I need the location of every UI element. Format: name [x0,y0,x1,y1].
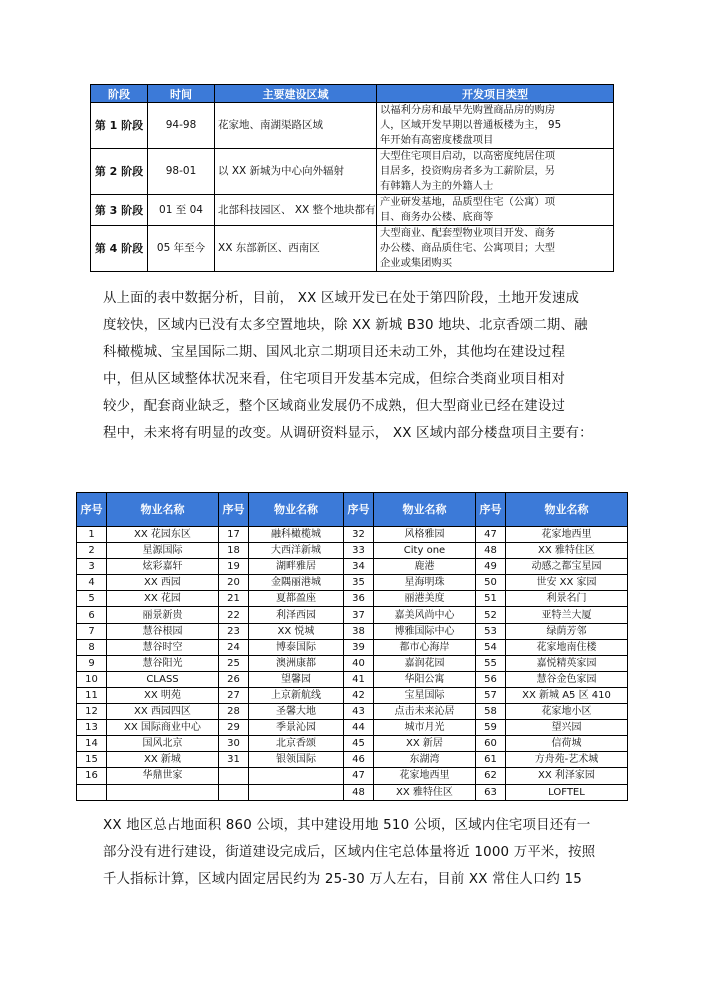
property-name-cell: 风格雅园 [374,527,476,543]
property-name-cell: 点击未来沁居 [374,704,476,720]
header-property-name: 物业名称 [374,493,476,527]
type-line: 目居多，投资购房者多为工薪阶层，另 [380,165,556,177]
index-cell: 23 [219,623,249,639]
development-stage-table [90,84,614,272]
stage-cell: 第 2 阶段 [91,149,148,195]
table-row [91,149,614,195]
area-summary-paragraph [103,812,595,893]
table-row [77,639,628,655]
header-property-name: 物业名称 [506,493,628,527]
property-name-cell: 望馨园 [249,671,344,687]
table-row [77,687,628,703]
index-cell: 30 [219,736,249,752]
type-cell [377,103,614,149]
index-cell: 52 [476,607,506,623]
index-cell: 42 [344,687,374,703]
property-name-cell: 慧谷阳光 [107,655,219,671]
time-cell: 05 年至今 [148,226,215,272]
header-type: 开发项目类型 [377,85,614,103]
table-row [77,671,628,687]
index-cell: 48 [344,784,374,800]
stage-cell: 第 1 阶段 [91,103,148,149]
property-name-cell: 方舟苑-艺术城 [506,752,628,768]
stage-cell: 第 3 阶段 [91,195,148,226]
time-cell: 94-98 [148,103,215,149]
text-line: XX 地区总占地面积 860 公顷，其中建设用地 510 公顷，区域内住宅项目还有一 [103,818,591,833]
index-cell: 33 [344,543,374,559]
property-name-cell: 亚特兰大厦 [506,607,628,623]
table-row [77,784,628,800]
index-cell: 27 [219,687,249,703]
property-name-cell: 季景沁园 [249,720,344,736]
index-cell: 63 [476,784,506,800]
index-cell: 59 [476,720,506,736]
area-cell: 花家地、南湖渠路区域 [215,103,377,149]
property-name-cell: XX 雅特住区 [506,543,628,559]
area-cell: XX 东部新区、西南区 [215,226,377,272]
property-name-cell: 东湖湾 [374,752,476,768]
index-cell: 51 [476,591,506,607]
text-line: 科橄榄城、宝星国际二期、国风北京二期项目还未动工外，其他均在建设过程 [103,345,566,360]
header-property-name: 物业名称 [249,493,344,527]
type-cell [377,149,614,195]
property-name-cell: 嘉美风尚中心 [374,607,476,623]
property-name-cell: XX 国际商业中心 [107,720,219,736]
index-cell: 48 [476,543,506,559]
area-cell: 北部科技园区、 XX 整个地块都有 [215,195,377,226]
property-name-cell: 花家地西里 [506,527,628,543]
index-cell: 6 [77,607,107,623]
property-name-cell: 圣馨大地 [249,704,344,720]
property-name-cell: 慧谷金色家园 [506,671,628,687]
type-line: 年开始有高密度楼盘项目 [380,134,494,146]
table-row [77,623,628,639]
header-index: 序号 [77,493,107,527]
index-cell: 61 [476,752,506,768]
property-name-cell: 北京香颂 [249,736,344,752]
index-cell: 8 [77,639,107,655]
index-cell: 16 [77,768,107,784]
header-property-name: 物业名称 [107,493,219,527]
index-cell: 47 [476,527,506,543]
index-cell: 36 [344,591,374,607]
area-cell: 以 XX 新城为中心向外辐射 [215,149,377,195]
index-cell: 18 [219,543,249,559]
property-name-cell: 丽景新贵 [107,607,219,623]
header-area: 主要建设区域 [215,85,377,103]
index-cell: 7 [77,623,107,639]
index-cell: 5 [77,591,107,607]
property-name-cell: 华阳公寓 [374,671,476,687]
property-name-cell: 夏都盈座 [249,591,344,607]
property-name-cell: XX 明苑 [107,687,219,703]
index-cell: 14 [77,736,107,752]
property-name-cell: 动感之都宝星园 [506,559,628,575]
table-row [91,103,614,149]
property-name-cell: 嘉悦精英家园 [506,655,628,671]
type-line: 办公楼、商品质住宅、公寓项目；大型 [380,242,556,254]
text-line: 从上面的表中数据分析，目前， XX 区域开发已在处于第四阶段，土地开发速成 [103,291,580,306]
property-name-cell: 花家地南住楼 [506,639,628,655]
header-index: 序号 [476,493,506,527]
index-cell [219,768,249,784]
index-cell: 46 [344,752,374,768]
index-cell: 29 [219,720,249,736]
property-name-cell [107,784,219,800]
property-name-cell: 慧谷时空 [107,639,219,655]
property-name-cell: 湖畔雅居 [249,559,344,575]
index-cell: 20 [219,575,249,591]
property-name-cell: 澳洲康都 [249,655,344,671]
property-name-cell: 花家地小区 [506,704,628,720]
property-name-cell: LOFTEL [506,784,628,800]
property-name-cell: 国风北京 [107,736,219,752]
property-name-cell: XX 新城 [107,752,219,768]
stage-cell: 第 4 阶段 [91,226,148,272]
index-cell: 54 [476,639,506,655]
type-cell [377,195,614,226]
index-cell: 13 [77,720,107,736]
index-cell: 49 [476,559,506,575]
index-cell: 38 [344,623,374,639]
index-cell: 50 [476,575,506,591]
index-cell: 60 [476,736,506,752]
index-cell: 17 [219,527,249,543]
type-cell [377,226,614,272]
header-index: 序号 [344,493,374,527]
index-cell: 9 [77,655,107,671]
index-cell: 55 [476,655,506,671]
index-cell: 57 [476,687,506,703]
index-cell: 44 [344,720,374,736]
property-name-cell [249,768,344,784]
index-cell: 3 [77,559,107,575]
index-cell: 56 [476,671,506,687]
index-cell: 40 [344,655,374,671]
index-cell: 12 [77,704,107,720]
property-name-cell: 博雅国际中心 [374,623,476,639]
index-cell: 45 [344,736,374,752]
property-name-cell: 嘉润花园 [374,655,476,671]
property-name-cell: 星源国际 [107,543,219,559]
table-row [77,704,628,720]
text-line: 较少，配套商业缺乏，整个区域商业发展仍不成熟，但大型商业已经在建设过 [103,399,566,414]
index-cell: 2 [77,543,107,559]
property-name-cell: XX 新居 [374,736,476,752]
table-row [91,195,614,226]
index-cell: 1 [77,527,107,543]
index-cell: 37 [344,607,374,623]
table-header-row [91,85,614,103]
index-cell: 24 [219,639,249,655]
table-row [77,527,628,543]
index-cell: 34 [344,559,374,575]
index-cell [219,784,249,800]
table-row [77,752,628,768]
property-name-cell: 上京新航线 [249,687,344,703]
table-row [77,655,628,671]
property-name-cell: XX 悦城 [249,623,344,639]
property-name-cell: 鹿港 [374,559,476,575]
property-name-cell: 利景名门 [506,591,628,607]
property-name-cell: 丽港美度 [374,591,476,607]
index-cell: 53 [476,623,506,639]
property-name-cell: 银领国际 [249,752,344,768]
property-name-cell: 都市心海岸 [374,639,476,655]
property-name-cell: XX 新城 A5 区 410 [506,687,628,703]
property-name-cell: 慧谷根园 [107,623,219,639]
index-cell: 25 [219,655,249,671]
type-line: 大型住宅项目启动，以高密度纯居住项 [380,150,556,162]
property-name-cell: 炫彩嘉轩 [107,559,219,575]
index-cell: 10 [77,671,107,687]
table-row [77,575,628,591]
index-cell: 41 [344,671,374,687]
property-name-cell: 星海明珠 [374,575,476,591]
property-name-cell: City one [374,543,476,559]
text-line: 部分没有进行建设，街道建设完成后，区域内住宅总体量将近 1000 万平米，按照 [103,845,596,860]
type-line: 目、商务办公楼、底商等 [380,211,494,223]
index-cell: 28 [219,704,249,720]
type-line: 有韩籍人为主的外籍人士 [380,180,494,192]
table-row [77,607,628,623]
property-name-cell: XX 雅特住区 [374,784,476,800]
property-name-cell: XX 花园 [107,591,219,607]
property-name-cell: XX 西园 [107,575,219,591]
property-name-cell: 大西洋新城 [249,543,344,559]
type-line: 以福利分房和最早先购置商品房的购房 [380,104,556,116]
property-name-cell: 融科橄榄城 [249,527,344,543]
text-line: 度较快，区域内已没有太多空置地块，除 XX 新城 B30 地块、北京香颂二期、融 [103,318,588,333]
index-cell: 31 [219,752,249,768]
header-time: 时间 [148,85,215,103]
index-cell: 32 [344,527,374,543]
analysis-paragraph [103,285,593,447]
type-line: 产业研发基地，品质型住宅（公寓）项 [380,196,556,208]
property-name-cell: 金隅丽港城 [249,575,344,591]
text-line: 千人指标计算，区域内固定居民约为 25-30 万人左右，目前 XX 常住人口约 15 [103,872,582,887]
header-stage: 阶段 [91,85,148,103]
time-cell: 98-01 [148,149,215,195]
property-name-cell: XX 利泽家园 [506,768,628,784]
property-name-cell: 宝星国际 [374,687,476,703]
table-row [77,559,628,575]
table-row [77,768,628,784]
type-line: 大型商业、配套型物业项目开发、商务 [380,227,556,239]
index-cell: 26 [219,671,249,687]
property-name-cell: XX 西园四区 [107,704,219,720]
property-name-cell: 城市月光 [374,720,476,736]
index-cell: 22 [219,607,249,623]
index-cell: 4 [77,575,107,591]
index-cell: 19 [219,559,249,575]
index-cell: 47 [344,768,374,784]
property-name-cell: XX 花园东区 [107,527,219,543]
table-header-row [77,493,628,527]
text-line: 中，但从区域整体状况来看，住宅项目开发基本完成，但综合类商业项目相对 [103,372,566,387]
table-row [77,736,628,752]
property-name-cell: 花家地西里 [374,768,476,784]
index-cell: 21 [219,591,249,607]
index-cell: 58 [476,704,506,720]
text-line: 程中，未来将有明显的改变。从调研资料显示， XX 区域内部分楼盘项目主要有： [103,426,593,441]
property-list-table [76,492,628,801]
index-cell: 62 [476,768,506,784]
index-cell: 39 [344,639,374,655]
type-line: 企业或集团购买 [380,257,453,269]
property-name-cell: 望兴园 [506,720,628,736]
table-row [77,720,628,736]
property-name-cell: 利泽西园 [249,607,344,623]
property-name-cell: 博泰国际 [249,639,344,655]
index-cell [77,784,107,800]
header-index: 序号 [219,493,249,527]
index-cell: 43 [344,704,374,720]
time-cell: 01 至 04 [148,195,215,226]
property-name-cell: 绿荫芳邻 [506,623,628,639]
property-name-cell: 世安 XX 家园 [506,575,628,591]
table-row [77,591,628,607]
property-name-cell: 华鼎世家 [107,768,219,784]
type-line: 人，区域开发早期以普通板楼为主， 95 [380,119,562,131]
table-row [91,226,614,272]
property-name-cell [249,784,344,800]
property-name-cell: CLASS [107,671,219,687]
index-cell: 11 [77,687,107,703]
index-cell: 15 [77,752,107,768]
index-cell: 35 [344,575,374,591]
table-row [77,543,628,559]
property-name-cell: 信荷城 [506,736,628,752]
